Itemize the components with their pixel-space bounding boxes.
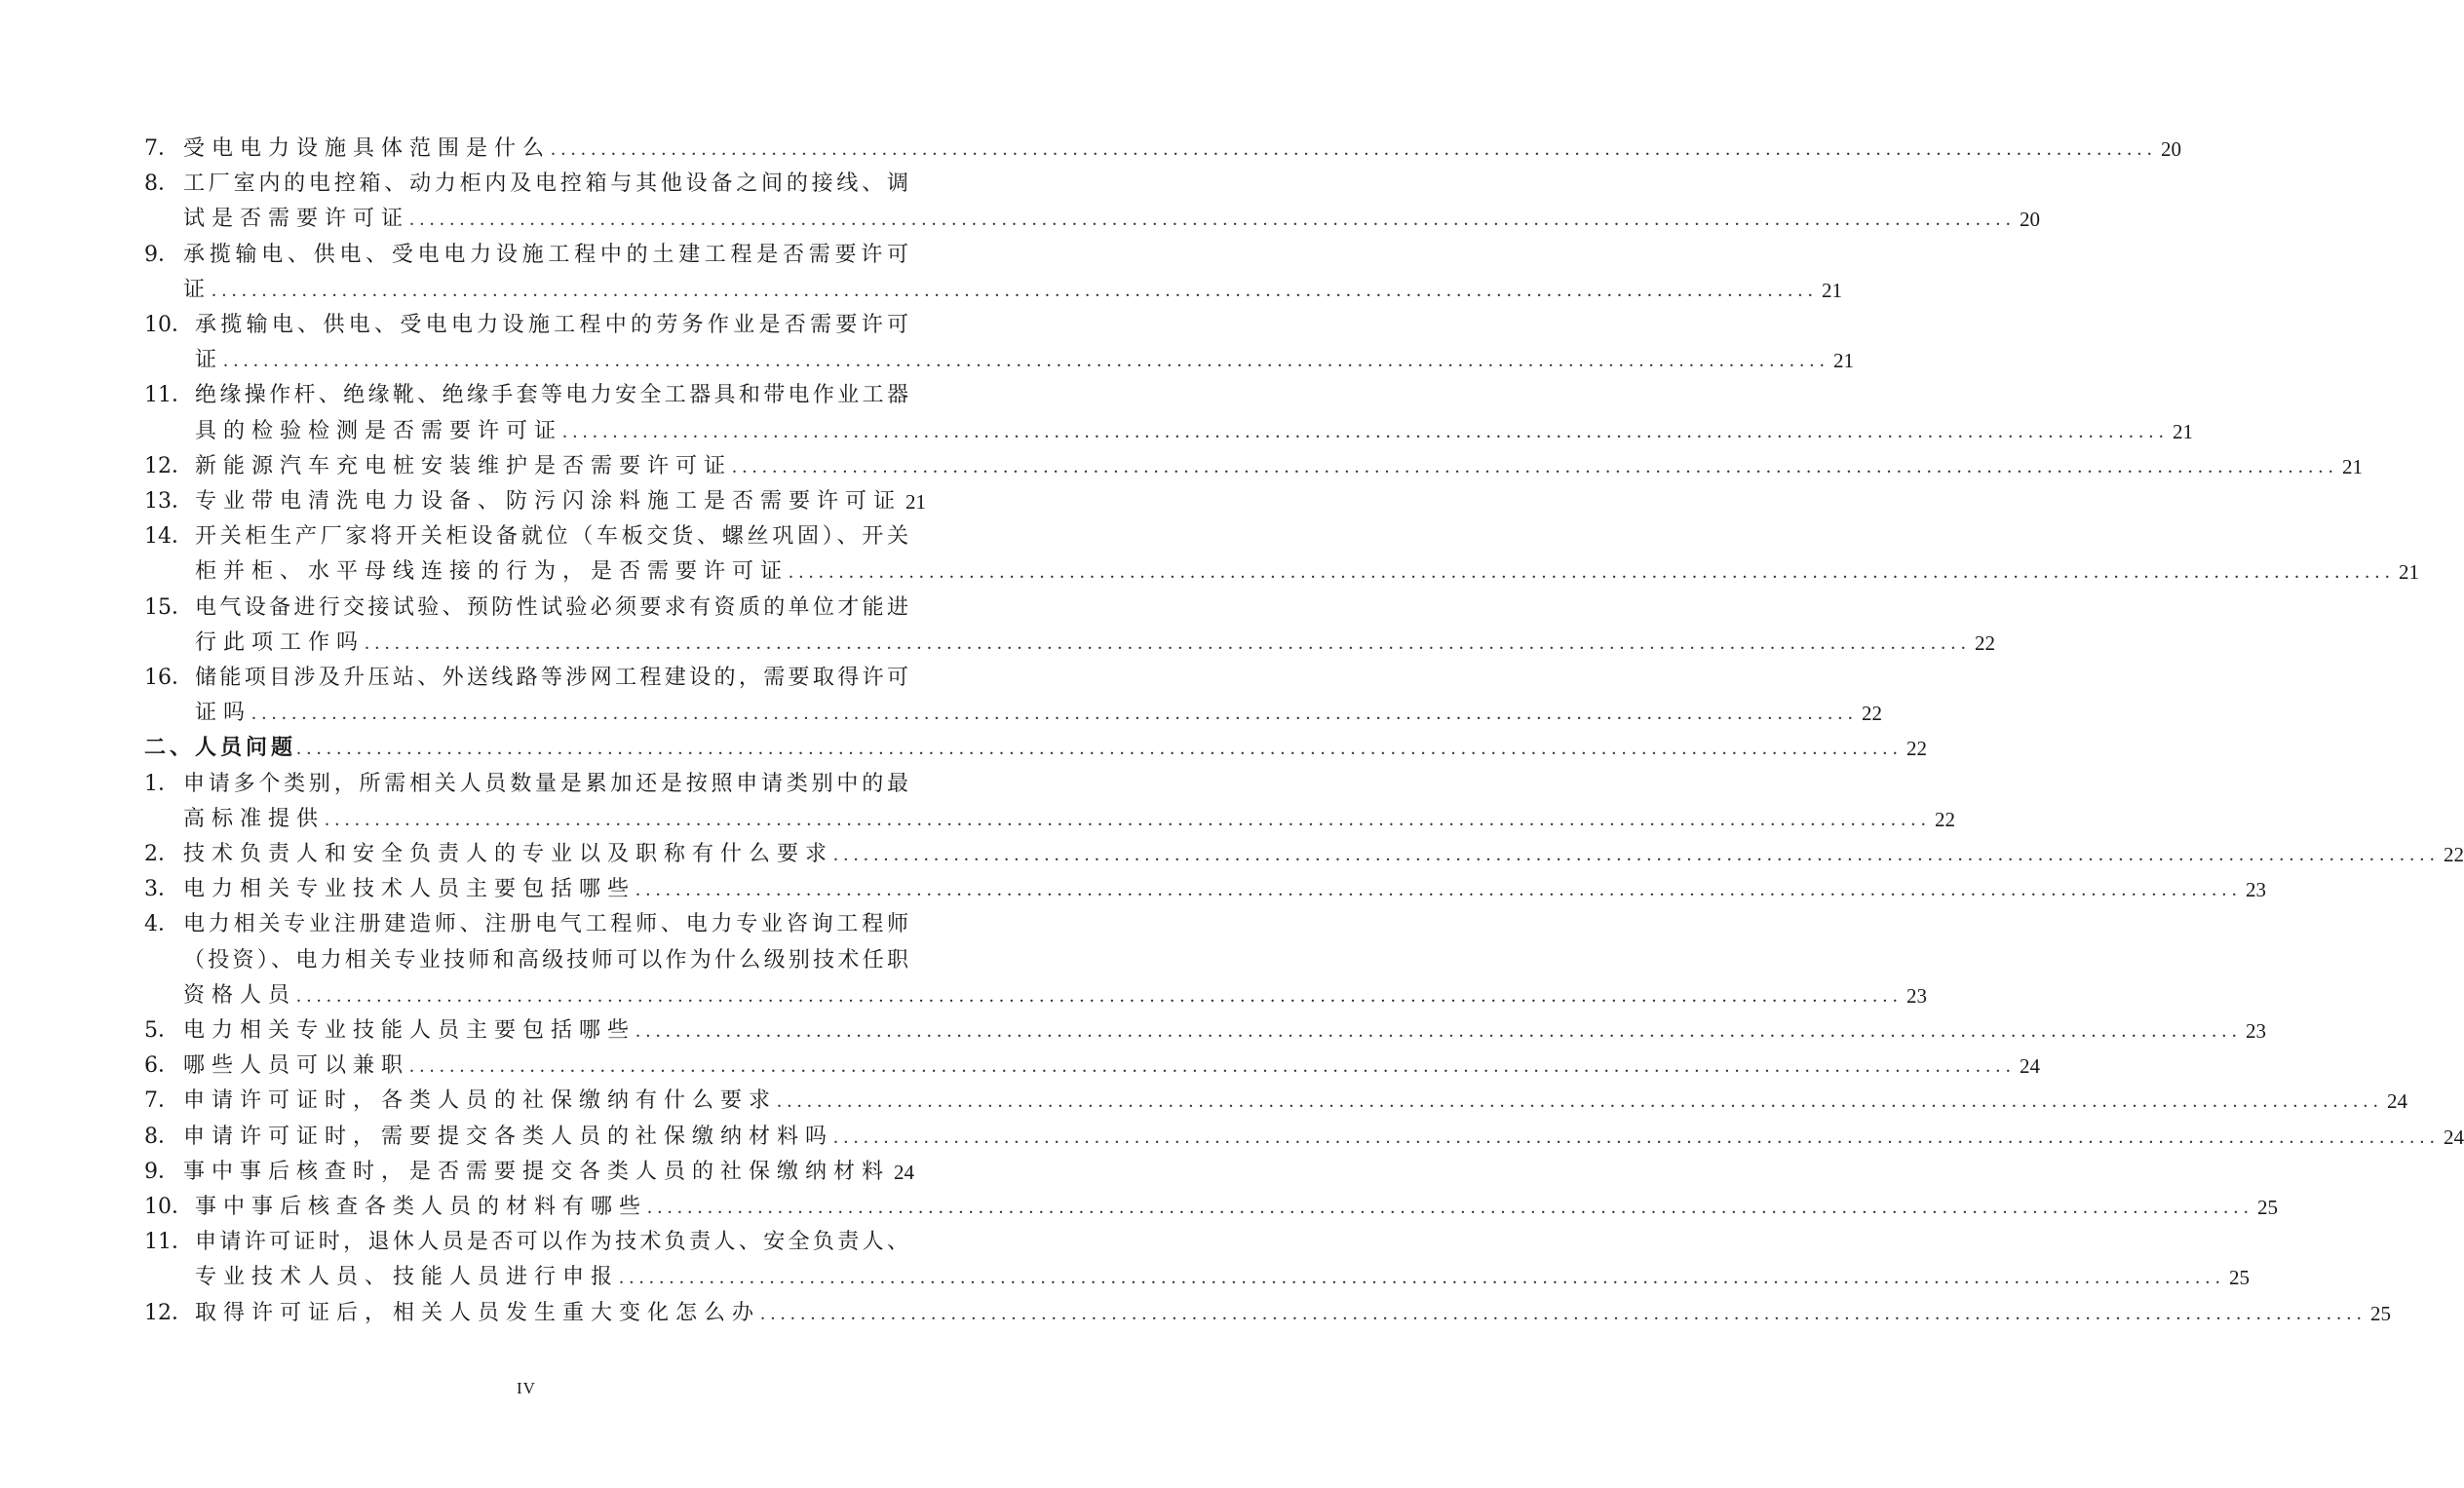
toc-page-number: 25 bbox=[2229, 1266, 2251, 1290]
toc-leader-dots: ................................................................................................................................................................ bbox=[212, 279, 1819, 301]
toc-item-title: 技术负责人和安全负责人的专业以及职称有什么要求 bbox=[183, 842, 834, 866]
toc-line[interactable] bbox=[144, 769, 908, 800]
toc-leader-dots: ................................................................................................................................................................ bbox=[251, 703, 1859, 725]
toc-item-title: 申请许可证时，退休人员是否可以作为技术负责人、安全负责人、 bbox=[195, 1230, 908, 1255]
toc-page-number: 22 bbox=[2444, 843, 2464, 866]
toc-page-number: 20 bbox=[2161, 137, 2182, 161]
toc-item-title: 开关柜生产厂家将开关柜设备就位（车板交货、螺丝巩固）、开关 bbox=[195, 524, 908, 550]
toc-item-number: 11． bbox=[144, 1230, 193, 1255]
toc-leader-dots: ................................................................................................................................................................ bbox=[296, 984, 1904, 1007]
toc-item-title: （投资）、电力相关专业技师和高级技师可以作为什么级别技术任职 bbox=[183, 947, 908, 973]
toc-line[interactable] bbox=[144, 663, 908, 694]
toc-page-number: 20 bbox=[2020, 208, 2041, 232]
toc-page-number: 21 bbox=[1833, 349, 1855, 373]
toc-item-title: 证吗 bbox=[195, 701, 252, 726]
toc-page-number: 22 bbox=[1906, 737, 1928, 761]
toc-item-number: 7． bbox=[144, 136, 179, 161]
toc-item-title: 受电电力设施具体范围是什么 bbox=[183, 136, 552, 161]
toc-item-number: 8． bbox=[144, 1124, 179, 1149]
toc-line[interactable] bbox=[144, 521, 908, 553]
toc-item-title: 绝缘操作杆、绝缘靴、绝缘手套等电力安全工器具和带电作业工器 bbox=[195, 383, 908, 408]
toc-item-title: 事中事后核查各类人员的材料有哪些 bbox=[195, 1195, 648, 1219]
toc-item-title: 专业技术人员、技能人员进行申报 bbox=[195, 1265, 620, 1290]
toc-line[interactable] bbox=[144, 909, 908, 940]
toc-item-title: 具的检验检测是否需要许可证 bbox=[195, 418, 563, 443]
toc-line[interactable] bbox=[144, 380, 908, 411]
toc-page-number: 24 bbox=[894, 1160, 915, 1184]
toc-item-title: 电力相关专业注册建造师、注册电气工程师、电力专业咨询工程师 bbox=[183, 912, 908, 937]
toc-line[interactable] bbox=[144, 134, 2182, 165]
toc-line[interactable] bbox=[144, 1050, 2041, 1082]
toc-leader-dots: ................................................................................................................................................................ bbox=[777, 1090, 2384, 1113]
toc-page-number: 21 bbox=[1822, 278, 1843, 302]
toc-page-number: 22 bbox=[1975, 630, 1996, 655]
toc-section-heading[interactable] bbox=[144, 733, 1928, 764]
toc-line[interactable] bbox=[195, 698, 1883, 729]
toc-line[interactable] bbox=[195, 416, 2194, 447]
toc-page-number: 25 bbox=[2370, 1301, 2392, 1325]
toc-item-title: 申请许可证时，需要提交各类人员的社保缴纳材料吗 bbox=[183, 1124, 834, 1149]
toc-page-number: 25 bbox=[2257, 1196, 2279, 1219]
toc-line[interactable] bbox=[183, 804, 1956, 835]
toc-line[interactable] bbox=[144, 169, 908, 200]
toc-item-number: 5． bbox=[144, 1018, 179, 1043]
toc-leader-dots: ................................................................................................................................................................ bbox=[732, 455, 2339, 477]
toc-item-title: 承揽输电、供电、受电电力设施工程中的土建工程是否需要许可 bbox=[183, 242, 908, 267]
toc-item-number: 3． bbox=[144, 877, 179, 902]
toc-item-title: 专业带电清洗电力设备、防污闪涂料施工是否需要许可证 bbox=[195, 489, 903, 514]
toc-line[interactable] bbox=[195, 628, 1996, 659]
toc-line[interactable] bbox=[195, 345, 1855, 376]
toc-item-title: 承揽输电、供电、受电电力设施工程中的劳务作业是否需要许可 bbox=[195, 313, 908, 337]
toc-line[interactable] bbox=[144, 1157, 915, 1188]
toc-line[interactable] bbox=[144, 1122, 2464, 1153]
toc-page-number: 23 bbox=[2246, 878, 2267, 902]
toc-leader-dots: ................................................................................................................................................................ bbox=[325, 808, 1932, 830]
toc-page-number: 22 bbox=[1862, 702, 1883, 726]
toc-page-number: 21 bbox=[2173, 419, 2194, 443]
toc-leader-dots: ................................................................................................................................................................ bbox=[409, 1055, 2017, 1078]
toc-line[interactable] bbox=[144, 874, 2267, 905]
toc-item-number: 13． bbox=[144, 489, 193, 514]
toc-item-title: 试是否需要许可证 bbox=[183, 207, 410, 232]
toc-line[interactable] bbox=[144, 1192, 2279, 1223]
toc-page-number: 21 bbox=[2342, 454, 2364, 478]
toc-line[interactable] bbox=[144, 240, 908, 271]
toc-page-number: 24 bbox=[2387, 1089, 2408, 1114]
toc-page-number: 23 bbox=[2246, 1019, 2267, 1043]
toc-leader-dots: ................................................................................................................................................................ bbox=[562, 420, 2170, 442]
toc-line[interactable] bbox=[195, 556, 2420, 588]
toc-line[interactable] bbox=[183, 945, 908, 976]
toc-item-number: 14． bbox=[144, 524, 193, 550]
toc-line[interactable] bbox=[144, 592, 908, 624]
toc-line[interactable] bbox=[144, 1298, 2392, 1329]
toc-item-title: 高标准提供 bbox=[183, 806, 326, 831]
toc-item-title: 申请多个类别，所需相关人员数量是累加还是按照申请类别中的最 bbox=[183, 771, 908, 796]
toc-item-number: 10． bbox=[144, 1195, 193, 1219]
toc-item-number: 7． bbox=[144, 1088, 179, 1114]
toc-leader-dots: ................................................................................................................................................................ bbox=[647, 1197, 2254, 1218]
toc-line[interactable] bbox=[144, 1086, 2408, 1117]
toc-item-number: 10． bbox=[144, 313, 193, 337]
toc-leader-dots: ................................................................................................................................................................ bbox=[619, 1267, 2226, 1289]
toc-item-number: 4． bbox=[144, 912, 179, 937]
toc-page-number: 21 bbox=[905, 490, 927, 514]
toc-item-title: 工厂室内的电控箱、动力柜内及电控箱与其他设备之间的接线、调 bbox=[183, 172, 908, 197]
toc-leader-dots: ................................................................................................................................................................ bbox=[833, 844, 2441, 865]
toc-page-number: 21 bbox=[2399, 560, 2420, 585]
toc-item-number: 6． bbox=[144, 1053, 179, 1079]
toc-item-title: 证 bbox=[183, 277, 212, 302]
toc-leader-dots: ................................................................................................................................................................ bbox=[551, 138, 2158, 160]
toc-line[interactable] bbox=[144, 486, 927, 517]
toc-leader-dots: ................................................................................................................................................................ bbox=[833, 1126, 2441, 1148]
toc-leader-dots: ................................................................................................................................................................ bbox=[635, 1020, 2243, 1042]
toc-item-number: 2． bbox=[144, 842, 179, 866]
toc-item-number: 9． bbox=[144, 1159, 179, 1184]
toc-leader-dots: ................................................................................................................................................................ bbox=[760, 1302, 2368, 1324]
toc-item-title: 二、人员问题 bbox=[144, 736, 297, 761]
page-number: IV bbox=[517, 1379, 536, 1397]
toc-line[interactable] bbox=[183, 204, 2041, 235]
toc-line[interactable] bbox=[144, 1227, 908, 1258]
toc-page-number: 22 bbox=[1935, 807, 1956, 831]
toc-item-number: 9． bbox=[144, 242, 179, 267]
toc-item-title: 柜并柜、水平母线连接的行为，是否需要许可证 bbox=[195, 559, 789, 585]
toc-leader-dots: ................................................................................................................................................................ bbox=[223, 350, 1830, 372]
toc-leader-dots: ................................................................................................................................................................ bbox=[365, 631, 1972, 654]
toc-item-number: 8． bbox=[144, 172, 179, 197]
toc-item-title: 申请许可证时，各类人员的社保缴纳有什么要求 bbox=[183, 1088, 778, 1114]
toc-page-number: 23 bbox=[1906, 983, 1928, 1008]
toc-item-title: 取得许可证后，相关人员发生重大变化怎么办 bbox=[195, 1300, 761, 1325]
toc-item-number: 15． bbox=[144, 594, 193, 620]
toc-item-title: 行此项工作吗 bbox=[195, 630, 366, 655]
toc-line[interactable] bbox=[183, 980, 1928, 1011]
toc-line[interactable] bbox=[144, 451, 2364, 482]
toc-line[interactable] bbox=[144, 1015, 2267, 1047]
toc-line[interactable] bbox=[144, 310, 908, 341]
toc-line[interactable] bbox=[144, 839, 2464, 870]
toc-item-title: 哪些人员可以兼职 bbox=[183, 1053, 410, 1079]
toc-item-title: 电力相关专业技能人员主要包括哪些 bbox=[183, 1018, 636, 1043]
toc-item-title: 资格人员 bbox=[183, 982, 297, 1008]
toc-item-number: 12． bbox=[144, 1300, 193, 1325]
toc-line[interactable] bbox=[183, 275, 1843, 306]
toc-item-title: 储能项目涉及升压站、外送线路等涉网工程建设的，需要取得许可 bbox=[195, 666, 908, 690]
toc-page-number: 24 bbox=[2444, 1125, 2464, 1149]
toc-item-title: 电气设备进行交接试验、预防性试验必须要求有资质的单位才能进 bbox=[195, 594, 908, 620]
toc-item-title: 证 bbox=[195, 348, 224, 373]
toc-leader-dots: ................................................................................................................................................................ bbox=[789, 561, 2396, 584]
toc-item-title: 电力相关专业技术人员主要包括哪些 bbox=[183, 877, 636, 902]
toc-leader-dots: ................................................................................................................................................................ bbox=[635, 879, 2243, 901]
toc-item-title: 新能源汽车充电桩安装维护是否需要许可证 bbox=[195, 453, 733, 478]
toc-leader-dots: ................................................................................................................................................................ bbox=[409, 209, 2017, 231]
toc-leader-dots: ................................................................................................................................................................ bbox=[296, 738, 1904, 760]
toc-item-number: 12． bbox=[144, 453, 193, 478]
toc-page-number: 24 bbox=[2020, 1054, 2041, 1079]
toc-line[interactable] bbox=[195, 1262, 2251, 1293]
toc-item-number: 11． bbox=[144, 383, 193, 408]
toc-item-number: 1． bbox=[144, 771, 179, 796]
toc-item-number: 16． bbox=[144, 666, 193, 690]
toc-item-title: 事中事后核查时，是否需要提交各类人员的社保缴纳材料 bbox=[183, 1159, 891, 1184]
